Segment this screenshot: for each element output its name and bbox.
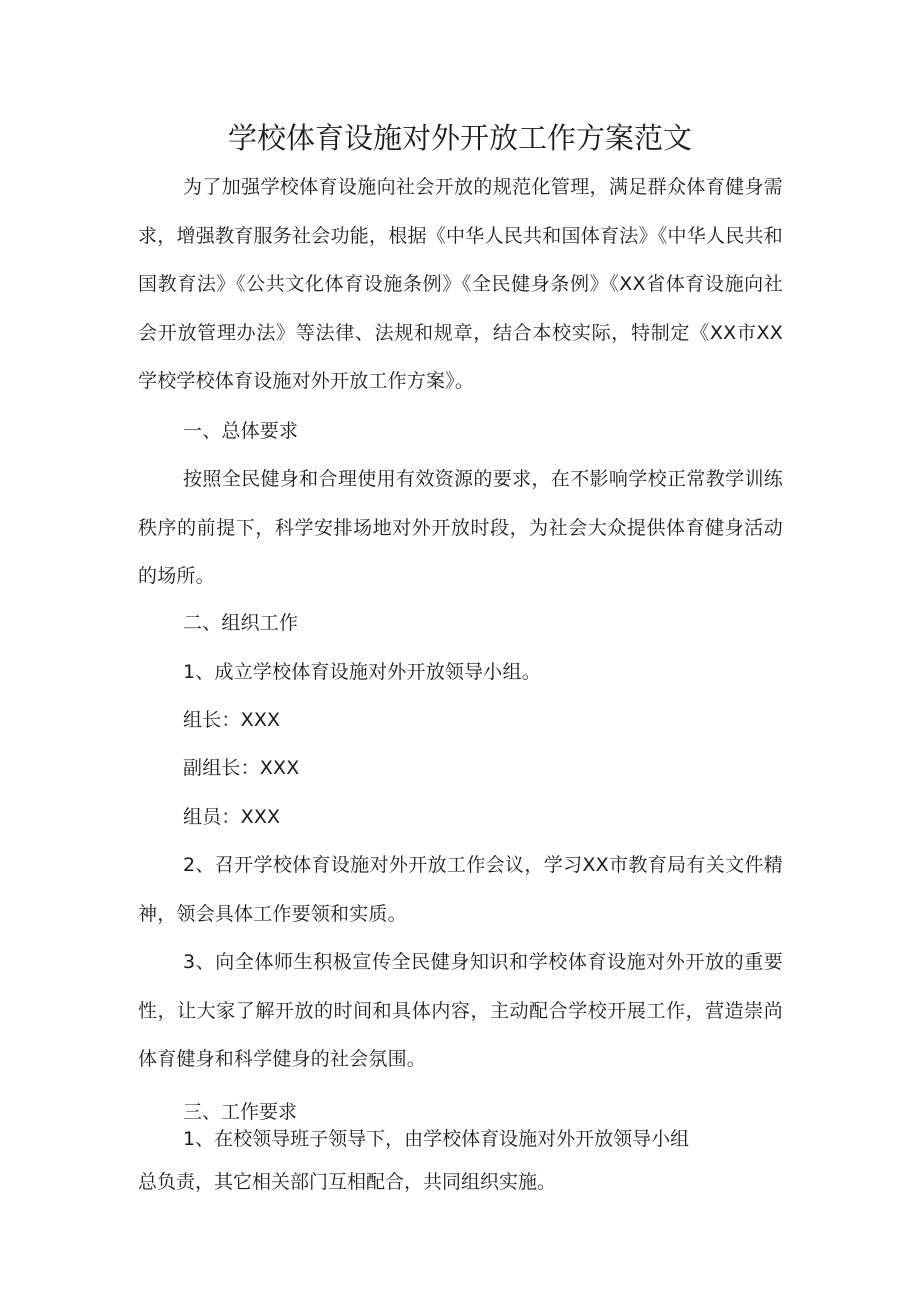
- leader-line: 组长：XXX: [183, 709, 281, 731]
- section3-item1-line2: 总负责，其它相关部门互相配合，共同组织实施。: [138, 1171, 557, 1193]
- section2-item3: 3、向全体师生积极宣传全民健身知识和学校体育设施对外开放的重要性，让大家了解开放的时间和具体内容，主动配合学校开展工作，营造崇尚体育健身和科学健身的社会氛围。: [138, 951, 783, 1071]
- intro-paragraph: 为了加强学校体育设施向社会开放的规范化管理，满足群众体育健身需求，增强教育服务社会功能，根据《中华人民共和国体育法》《中华人民共和国教育法》《公共文化体育设施条例》《全民健身条例》《XX省体育设施向社会开放管理办法》等法律、法规和规章，结合本校实际，特制定《XX市XX学校学校体育设施对外开放工作方案》。: [138, 176, 783, 393]
- section1-body: 按照全民健身和合理使用有效资源的要求，在不影响学校正常教学训练秩序的前提下，科学安排场地对外开放时段，为社会大众提供体育健身活动的场所。: [138, 468, 783, 588]
- document-title: 学校体育设施对外开放工作方案范文: [227, 121, 692, 155]
- section2-heading: 二、组织工作: [183, 612, 299, 634]
- section3-heading: 三、工作要求: [183, 1101, 298, 1123]
- deputy-line: 副组长：XXX: [183, 757, 300, 779]
- section2-item2: 2、召开学校体育设施对外开放工作会议，学习XX市教育局有关文件精神，领会具体工作要领和实质。: [138, 854, 783, 925]
- section3-item1-line1: 1、在校领导班子领导下，由学校体育设施对外开放领导小组: [183, 1128, 690, 1150]
- section2-item1: 1、成立学校体育设施对外开放领导小组。: [183, 661, 541, 683]
- member-line: 组员：XXX: [183, 806, 281, 828]
- section1-heading: 一、总体要求: [183, 420, 299, 442]
